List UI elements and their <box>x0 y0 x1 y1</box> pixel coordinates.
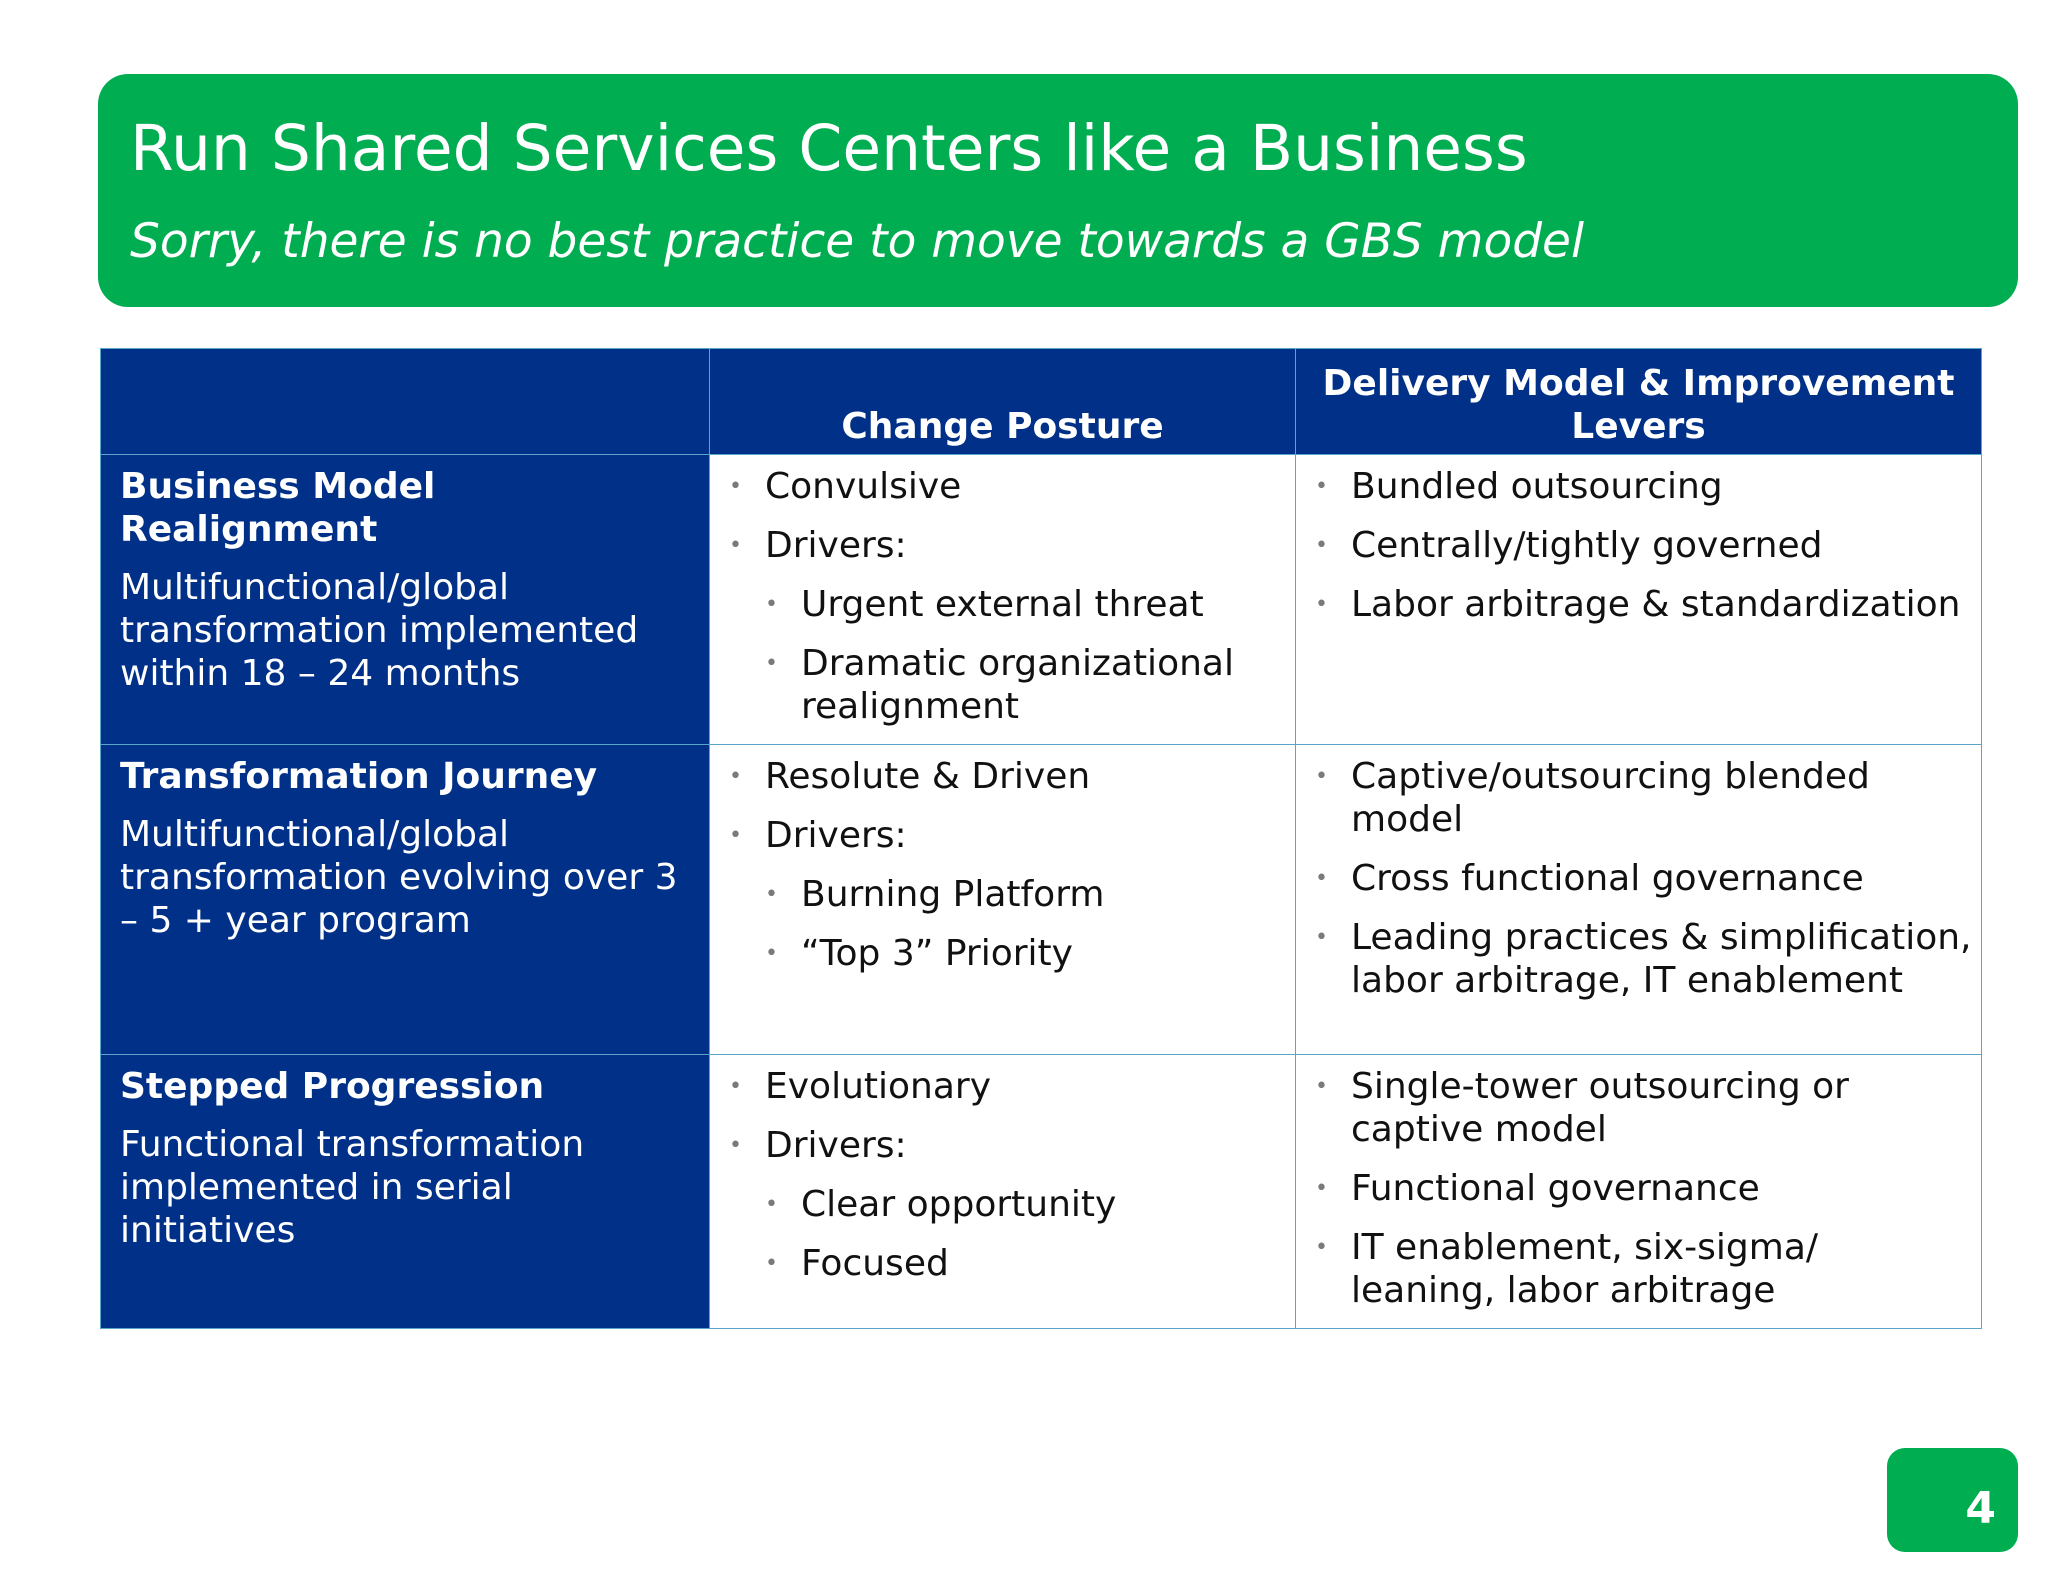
list-item: • Centrally/tightly governed <box>1296 524 1973 567</box>
bullet-list <box>710 755 1287 975</box>
sub-list-item: • “Top 3” Priority <box>710 932 1287 975</box>
change-posture-cell <box>710 1055 1296 1329</box>
column-header-empty <box>101 349 710 455</box>
comparison-table <box>100 348 1982 1329</box>
list-item: • IT enablement, six-sigma/ leaning, labor arbitrage <box>1296 1226 1973 1312</box>
column-header-delivery-model: Delivery Model & Improvement Levers <box>1296 349 1982 455</box>
list-item: • Functional governance <box>1296 1167 1973 1210</box>
list-item: • Single-tower outsourcing or captive model <box>1296 1065 1973 1151</box>
list-item: • Labor arbitrage & standardization <box>1296 583 1973 626</box>
table-header-row <box>101 349 1982 455</box>
row-description: Multifunctional/global transformation implemented within 18 – 24 months <box>120 567 639 694</box>
sub-list-item: • Urgent external threat <box>710 583 1287 626</box>
table-row <box>101 455 1982 745</box>
list-item: • Drivers: <box>710 524 1287 567</box>
change-posture-cell <box>710 745 1296 1055</box>
sub-list-item: • Focused <box>710 1242 1287 1285</box>
row-title: Stepped Progression <box>120 1066 545 1107</box>
page-number: 4 <box>1965 1483 1996 1534</box>
list-item: • Captive/outsourcing blended model <box>1296 755 1973 841</box>
bullet-list <box>1296 1065 1973 1312</box>
list-item: • Evolutionary <box>710 1065 1287 1108</box>
bullet-list <box>710 1065 1287 1285</box>
delivery-model-cell <box>1296 455 1982 745</box>
list-item: • Bundled outsourcing <box>1296 465 1973 508</box>
table-row <box>101 745 1982 1055</box>
row-title: Transformation Journey <box>120 756 598 797</box>
row-description: Multifunctional/global transformation evolving over 3 – 5 + year program <box>120 814 678 941</box>
row-header <box>101 1055 710 1329</box>
list-item: • Leading practices & simplification, labor arbitrage, IT enablement <box>1296 916 1973 1002</box>
list-item: • Resolute & Driven <box>710 755 1287 798</box>
delivery-model-cell <box>1296 745 1982 1055</box>
bullet-list <box>1296 465 1973 626</box>
list-item: • Drivers: <box>710 1124 1287 1167</box>
list-item: • Cross functional governance <box>1296 857 1973 900</box>
row-header <box>101 455 710 745</box>
list-item: • Convulsive <box>710 465 1287 508</box>
sub-list-item: • Dramatic organizational realignment <box>710 642 1287 728</box>
sub-list-item: • Clear opportunity <box>710 1183 1287 1226</box>
row-header <box>101 745 710 1055</box>
list-item: • Drivers: <box>710 814 1287 857</box>
sub-list-item: • Burning Platform <box>710 873 1287 916</box>
bullet-list <box>1296 755 1973 1002</box>
page-number-badge <box>1887 1448 2018 1552</box>
bullet-list <box>710 465 1287 728</box>
page-subtitle: Sorry, there is no best practice to move towards a GBS model <box>130 214 1585 269</box>
delivery-model-cell <box>1296 1055 1982 1329</box>
table-row <box>101 1055 1982 1329</box>
title-banner <box>98 74 2018 307</box>
row-title: Business Model Realignment <box>120 466 436 550</box>
page-title: Run Shared Services Centers like a Business <box>130 112 1528 185</box>
row-description: Functional transformation implemented in serial initiatives <box>120 1124 585 1251</box>
column-header-change-posture: Change Posture <box>710 349 1296 455</box>
change-posture-cell <box>710 455 1296 745</box>
